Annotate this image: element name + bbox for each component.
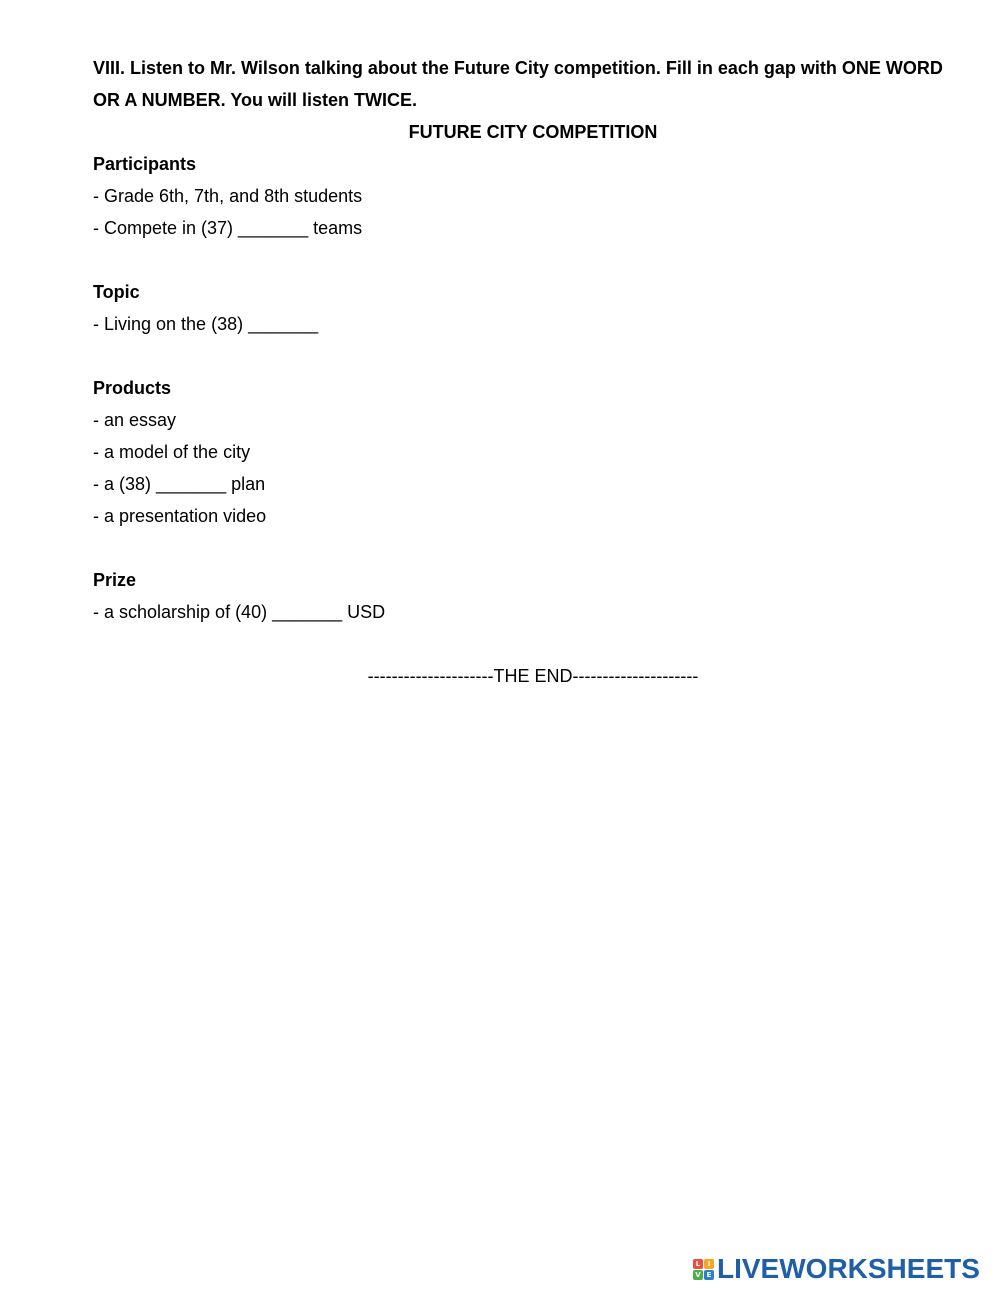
products-line-2: - a model of the city [93, 442, 251, 462]
end-marker: ---------------------THE END--------------------- [367, 666, 699, 686]
logo-mark-icon [693, 1259, 714, 1280]
section-heading-prize: Prize [93, 570, 137, 590]
logo-mark-letter: E [704, 1270, 714, 1280]
logo-text: LIVEWORKSHEETS [717, 1253, 980, 1284]
logo-mark-letter: V [693, 1270, 703, 1280]
worksheet-page [93, 52, 973, 692]
products-line-4: - a presentation video [93, 506, 267, 526]
topic-line-1: - Living on the (38) _______ [93, 314, 319, 334]
spacer [93, 244, 973, 276]
section-heading-products: Products [93, 378, 172, 398]
logo-mark-letter: I [704, 1259, 714, 1269]
section-prize [93, 564, 973, 628]
spacer [93, 628, 973, 660]
spacer [93, 532, 973, 564]
products-line-1: - an essay [93, 410, 177, 430]
participants-line-1: - Grade 6th, 7th, and 8th students [93, 186, 363, 206]
section-heading-topic: Topic [93, 282, 140, 302]
section-heading-participants: Participants [93, 154, 197, 174]
section-products [93, 372, 973, 532]
liveworksheets-logo [693, 1253, 980, 1285]
logo-mark-letter: L [693, 1259, 703, 1269]
page-title: FUTURE CITY COMPETITION [408, 122, 658, 142]
section-topic [93, 276, 973, 340]
instructions-text: VIII. Listen to Mr. Wilson talking about the Future City competition. Fill in each gap with ONE WORD OR A NUMBER. You will listen TWICE. [93, 58, 943, 110]
prize-line-1: - a scholarship of (40) _______ USD [93, 602, 386, 622]
participants-line-2: - Compete in (37) _______ teams [93, 218, 363, 238]
spacer [93, 340, 973, 372]
products-line-3: - a (38) _______ plan [93, 474, 266, 494]
section-participants [93, 148, 973, 244]
